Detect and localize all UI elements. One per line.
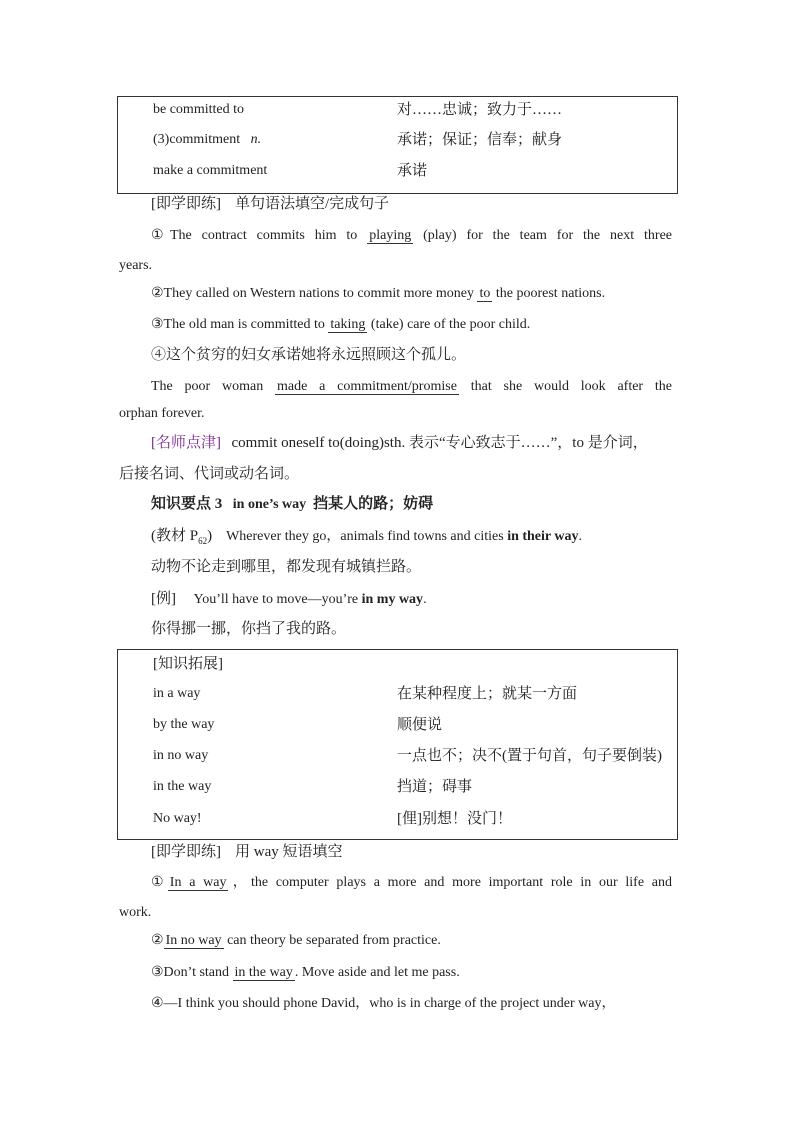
teacher-note-cont: 后接名词、代词或动名词。 xyxy=(119,466,300,482)
question-4-english: The poor woman made a commitment/promise that she would look after the xyxy=(151,379,672,394)
practice-label: [即学即练] xyxy=(151,196,221,212)
question-4-chinese: ④这个贫穷的妇女承诺她将永远照顾这个孤儿。 xyxy=(151,347,467,363)
phrase-cn: 在某种程度上；就某一方面 xyxy=(397,686,578,702)
vocab-en: (3)commitment xyxy=(153,132,241,147)
question-4-cont: orphan forever. xyxy=(119,406,205,421)
part-of-speech: n. xyxy=(250,132,262,147)
answer-blank: in the way xyxy=(234,965,293,980)
teacher-note xyxy=(151,433,706,454)
example-label: [例] xyxy=(151,591,176,607)
practice-label: [即学即练] xyxy=(151,844,221,860)
phrase-en: by the way xyxy=(153,717,215,732)
point-label: 知识要点 3 xyxy=(151,496,223,512)
question-1-cont: years. xyxy=(119,258,153,273)
teacher-note-label: [名师点津] xyxy=(151,435,221,451)
knowledge-expansion-box xyxy=(117,649,678,840)
vocab-en: make a commitment xyxy=(153,163,268,178)
practice-heading xyxy=(151,194,706,215)
question-3: ③The old man is committed to taking (take) care of the poor child. xyxy=(151,317,531,332)
vocab-en: be committed to xyxy=(153,102,244,117)
key-phrase: in my way xyxy=(361,592,424,607)
question-1: ①The contract commits him to playing (play) for the team for the next three xyxy=(151,228,673,243)
vocab-cn: 承诺；保证；信奉；献身 xyxy=(397,132,563,148)
phrase-en: in the way xyxy=(153,779,212,794)
answer-blank: playing xyxy=(369,228,412,243)
point-phrase: in one’s way xyxy=(232,497,307,512)
phrase-cn: [俚]别想！没门！ xyxy=(397,811,512,827)
practice-title: 用 way 短语填空 xyxy=(235,844,343,860)
answer-blank: to xyxy=(479,286,491,301)
way-question-1: ① In a way ，the computer plays a more and more important role in our life and xyxy=(151,875,672,890)
box-header: [知识拓展] xyxy=(153,656,223,672)
way-question-4: ④—I think you should phone David，who is in charge of the project under way， xyxy=(151,996,616,1011)
vocab-cn: 承诺 xyxy=(397,163,428,179)
practice-heading xyxy=(151,842,706,863)
phrase-cn: 顺便说 xyxy=(397,717,443,733)
way-question-1-cont: work. xyxy=(119,905,152,920)
vocab-box-commitment xyxy=(117,96,678,194)
example-sentence: [例] You’ll have to move—you’re in my way. xyxy=(151,591,427,607)
answer-blank: In a way xyxy=(169,875,227,890)
phrase-cn: 挡道；碍事 xyxy=(397,779,473,795)
knowledge-point-heading xyxy=(151,494,706,515)
phrase-cn: 一点也不；决不(置于句首，句子要倒装) xyxy=(397,748,662,764)
vocab-cn: 对……忠诚；致力于…… xyxy=(397,102,563,118)
key-phrase: in their way xyxy=(507,529,579,544)
answer-blank: taking xyxy=(330,317,366,332)
answer-blank: made a commitment/promise xyxy=(277,379,457,394)
practice-title: 单句语法填空/完成句子 xyxy=(235,196,390,212)
textbook-example-translation: 动物不论走到哪里，都发现有城镇拦路。 xyxy=(151,559,422,575)
point-meaning: 挡某人的路；妨碍 xyxy=(313,496,434,512)
teacher-note-text: commit oneself to(doing)sth. 表示“专心致志于……”，to 是介词， xyxy=(231,435,648,451)
phrase-en: in no way xyxy=(153,748,209,763)
phrase-en: in a way xyxy=(153,686,201,701)
phrase-en: No way! xyxy=(153,811,202,826)
example-sentence-translation: 你得挪一挪，你挡了我的路。 xyxy=(151,621,347,637)
way-question-2: ② In no way can theory be separated from practice. xyxy=(151,933,441,948)
way-question-3: ③Don’t stand in the way . Move aside and let me pass. xyxy=(151,965,460,980)
textbook-example: (教材 $P_{62}$) Wherever they go，animals find towns and cities in their way. xyxy=(151,528,582,546)
question-2: ②They called on Western nations to commit more money to the poorest nations. xyxy=(151,286,606,301)
answer-blank: In no way xyxy=(165,933,222,948)
